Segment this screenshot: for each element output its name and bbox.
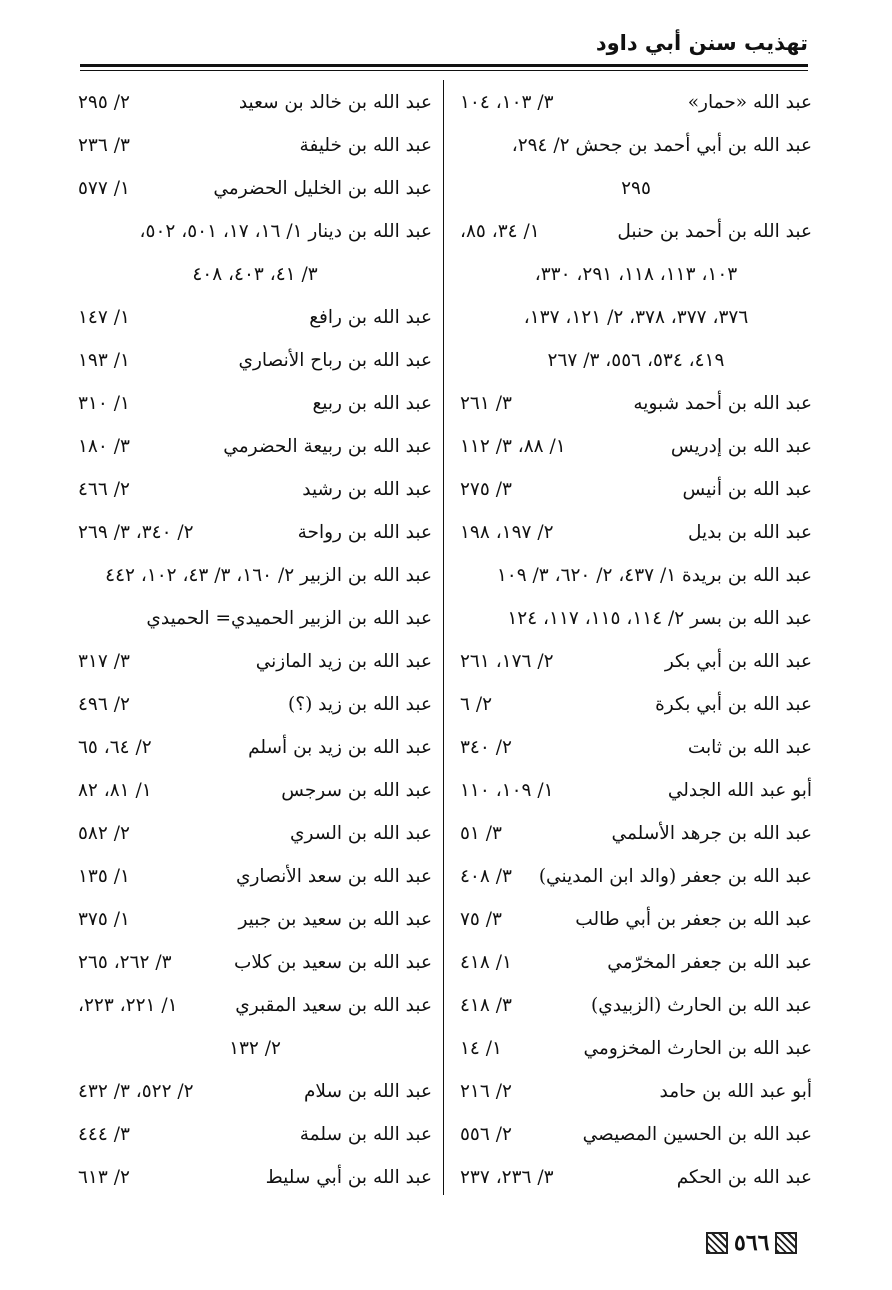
index-entry-continuation: [78, 1027, 432, 1070]
index-entry: [460, 210, 812, 253]
index-entry: [460, 683, 812, 726]
entry-page-reference: ٣/ ٢٧٥: [460, 479, 512, 500]
entry-page-reference: ١/ ١٣٥: [78, 866, 130, 887]
index-entry: [78, 984, 432, 1027]
index-entry: [78, 511, 432, 554]
index-entry: [460, 124, 812, 167]
entry-name: عبد الله بن الحارث (الزبيدي): [591, 995, 812, 1016]
entry-name: عبد الله بن السري: [290, 823, 432, 844]
index-entry: [460, 554, 812, 597]
entry-page-reference: ١/ ٨٨، ٣/ ١١٢: [460, 436, 566, 457]
entry-name: عبد الله بن ثابت: [687, 737, 812, 758]
index-entry: [460, 812, 812, 855]
index-entry: [78, 855, 432, 898]
index-entry-continuation: [460, 167, 812, 210]
entry-name: عبد الله بن سلمة: [299, 1124, 432, 1145]
entry-name: عبد الله بن زيد المازني: [255, 651, 432, 672]
entry-name: عبد الله بن سلام: [303, 1081, 432, 1102]
column-divider: [443, 80, 444, 1195]
index-entry: [460, 855, 812, 898]
entry-page-reference: ٢/ ٦: [460, 694, 492, 715]
entry-name: عبد الله بن سعيد بن كلاب: [234, 952, 432, 973]
entry-name: عبد الله بن الزبير الحميدي= الحميدي: [146, 608, 432, 629]
entry-name: عبد الله بن الخليل الحضرمي: [213, 178, 432, 199]
entry-page-reference: ٣/ ٥١: [460, 823, 502, 844]
index-entry-continuation: [460, 296, 812, 339]
page-footer: [706, 1228, 797, 1258]
index-entry: [78, 898, 432, 941]
entry-page-reference: ٢/ ١٩٧، ١٩٨: [460, 522, 554, 543]
entry-page-reference: ٣/ ٤١٨: [460, 995, 512, 1016]
entry-name: عبد الله بن زيد بن أسلم: [248, 737, 432, 758]
index-entry: [460, 81, 812, 124]
entry-name: عبد الله بن رواحة: [297, 522, 432, 543]
entry-name: عبد الله بن سرجس: [281, 780, 432, 801]
entry-name: عبد الله بن الحسين المصيصي: [582, 1124, 812, 1145]
entry-page-reference: ١/ ٤١٨: [460, 952, 512, 973]
entry-name: عبد الله بن أبي سليط: [265, 1167, 432, 1188]
index-entry: [78, 81, 432, 124]
index-entry: [78, 640, 432, 683]
index-entry: [78, 1070, 432, 1113]
entry-page-reference: ٣/ ٢٦١: [460, 393, 512, 414]
entry-page-reference: ١/ ١٤٧: [78, 307, 130, 328]
index-entry: [78, 339, 432, 382]
index-entry: [78, 812, 432, 855]
index-entry: [78, 769, 432, 812]
entry-name: عبد الله بن جعفر (والد ابن المديني): [538, 866, 812, 887]
entry-name: عبد الله بن أبي أحمد بن جحش ٢/ ٢٩٤،: [511, 135, 812, 156]
entry-page-reference: ٢/ ٥٥٦: [460, 1124, 512, 1145]
page-number: ٥٦٦: [734, 1230, 770, 1256]
entry-name: عبد الله بن زيد (؟): [288, 694, 432, 715]
entry-name: عبد الله بن بريدة ١/ ٤٣٧، ٢/ ٦٢٠، ٣/ ١٠٩: [496, 565, 812, 586]
entry-page-reference: ١/ ٣١٠: [78, 393, 130, 414]
entry-page-reference: ٢/ ٣٤٠: [460, 737, 512, 758]
entry-name: عبد الله بن الحارث المخزومي: [583, 1038, 812, 1059]
entry-name: عبد الله بن بسر ٢/ ١١٤، ١١٥، ١١٧، ١٢٤: [507, 608, 812, 629]
index-entry: [460, 941, 812, 984]
index-entry: [78, 941, 432, 984]
index-entry: [78, 1113, 432, 1156]
entry-name: عبد الله بن دينار ١/ ١٦، ١٧، ٥٠١، ٥٠٢،: [139, 221, 432, 242]
entry-name: أبو عبد الله الجدلي: [667, 780, 812, 801]
index-entry: [78, 382, 432, 425]
header-rule-thin: [80, 70, 808, 71]
index-entry: [78, 124, 432, 167]
entry-page-reference: ٣/ ٤٠٨: [460, 866, 512, 887]
entry-name: عبد الله بن أبي بكر: [664, 651, 812, 672]
entry-name: عبد الله بن جعفر بن أبي طالب: [575, 909, 812, 930]
entry-name: عبد الله بن رافع: [309, 307, 432, 328]
entry-page-reference: ٣/ ٢٦٢، ٢٦٥: [78, 952, 172, 973]
index-column-left: [78, 81, 432, 1199]
entry-page-reference: ١/ ٣٧٥: [78, 909, 130, 930]
index-entry: [460, 597, 812, 640]
index-entry: [460, 468, 812, 511]
entry-name: عبد الله بن ربيعة الحضرمي: [223, 436, 432, 457]
entry-page-reference: ٢/ ٥٨٢: [78, 823, 130, 844]
entry-page-reference: ١/ ١٠٩، ١١٠: [460, 780, 554, 801]
entry-page-reference: ٢/ ٥٢٢، ٣/ ٤٣٢: [78, 1081, 194, 1102]
ornament-icon: [706, 1232, 728, 1254]
index-entry: [78, 1156, 432, 1199]
entry-continuation-text: ١٠٣، ١١٣، ١١٨، ٢٩١، ٣٣٠،: [534, 264, 738, 285]
entry-name: عبد الله بن جرهد الأسلمي: [611, 823, 812, 844]
entry-page-reference: ٢/ ٦٤، ٦٥: [78, 737, 152, 758]
entry-page-reference: ٢/ ٢٩٥: [78, 92, 130, 113]
entry-name: عبد الله بن جعفر المخرّمي: [607, 952, 812, 973]
entry-name: عبد الله بن رباح الأنصاري: [238, 350, 432, 371]
entry-page-reference: ١/ ٨١، ٨٢: [78, 780, 152, 801]
entry-name: عبد الله بن سعيد المقبري: [235, 995, 432, 1016]
index-entry: [78, 683, 432, 726]
entry-name: عبد الله بن الحكم: [676, 1167, 812, 1188]
entry-name: عبد الله بن أحمد شبويه: [633, 393, 812, 414]
index-entry: [78, 554, 432, 597]
entry-name: عبد الله بن أنيس: [682, 479, 812, 500]
entry-name: أبو عبد الله بن حامد: [659, 1081, 812, 1102]
entry-page-reference: ٣/ ٢٣٦، ٢٣٧: [460, 1167, 554, 1188]
index-entry: [78, 468, 432, 511]
ornament-icon: [775, 1232, 797, 1254]
entry-name: عبد الله بن خالد بن سعيد: [238, 92, 432, 113]
index-entry: [460, 425, 812, 468]
entry-page-reference: ٣/ ١٨٠: [78, 436, 130, 457]
entry-name: عبد الله بن أبي بكرة: [655, 694, 812, 715]
entry-page-reference: ٢/ ٢١٦: [460, 1081, 512, 1102]
entry-continuation-text: ٢٩٥: [621, 178, 651, 199]
header-rule-thick: [80, 64, 808, 67]
entry-page-reference: ٣/ ٢٣٦: [78, 135, 130, 156]
index-entry-continuation: [460, 253, 812, 296]
index-entry-continuation: [460, 339, 812, 382]
index-entry: [460, 984, 812, 1027]
index-entry: [460, 382, 812, 425]
entry-page-reference: ٢/ ٣٤٠، ٣/ ٢٦٩: [78, 522, 194, 543]
entry-page-reference: ١/ ١٩٣: [78, 350, 130, 371]
entry-name: عبد الله بن بديل: [687, 522, 812, 543]
entry-name: عبد الله بن سعد الأنصاري: [236, 866, 432, 887]
index-entry: [460, 511, 812, 554]
entry-name: عبد الله بن سعيد بن جبير: [238, 909, 432, 930]
index-entry: [78, 597, 432, 640]
index-entry-continuation: [78, 253, 432, 296]
index-entry: [78, 210, 432, 253]
index-entry: [460, 1156, 812, 1199]
entry-page-reference: ١/ ٥٧٧: [78, 178, 130, 199]
entry-page-reference: ٣/ ٤٤٤: [78, 1124, 130, 1145]
index-entry: [460, 726, 812, 769]
entry-continuation-text: ٢/ ١٣٢: [229, 1038, 281, 1059]
entry-page-reference: ٢/ ٤٩٦: [78, 694, 130, 715]
entry-page-reference: ٢/ ١٧٦، ٢٦١: [460, 651, 554, 672]
index-entry: [460, 1113, 812, 1156]
entry-page-reference: ١/ ٢٢١، ٢٢٣،: [78, 995, 178, 1016]
running-header-title: تهذيب سنن أبي داود: [595, 31, 808, 55]
entry-name: عبد الله بن خليفة: [299, 135, 432, 156]
index-entry: [78, 167, 432, 210]
index-column-right: [460, 81, 812, 1199]
entry-name: عبد الله بن الزبير ٢/ ١٦٠، ٣/ ٤٣، ١٠٢، ٤٤٢: [105, 565, 432, 586]
entry-continuation-text: ٤١٩، ٥٣٤، ٥٥٦، ٣/ ٢٦٧: [547, 350, 725, 371]
entry-name: عبد الله بن ربيع: [312, 393, 432, 414]
index-entry: [460, 1027, 812, 1070]
entry-name: عبد الله بن أحمد بن حنبل: [617, 221, 812, 242]
index-entry: [78, 425, 432, 468]
entry-page-reference: ٣/ ٧٥: [460, 909, 502, 930]
entry-page-reference: ١/ ١٤: [460, 1038, 502, 1059]
index-entry: [78, 726, 432, 769]
entry-page-reference: ٢/ ٦١٣: [78, 1167, 130, 1188]
entry-name: عبد الله بن رشيد: [302, 479, 432, 500]
entry-continuation-text: ٣٧٦، ٣٧٧، ٣٧٨، ٢/ ١٢١، ١٣٧،: [523, 307, 749, 328]
index-entry: [460, 1070, 812, 1113]
entry-page-reference: ٣/ ١٠٣، ١٠٤: [460, 92, 554, 113]
index-entry: [460, 898, 812, 941]
index-entry: [460, 769, 812, 812]
entry-page-reference: ١/ ٣٤، ٨٥،: [460, 221, 540, 242]
entry-page-reference: ٣/ ٣١٧: [78, 651, 130, 672]
index-entry: [78, 296, 432, 339]
index-entry: [460, 640, 812, 683]
entry-page-reference: ٢/ ٤٦٦: [78, 479, 130, 500]
entry-name: عبد الله بن إدريس: [670, 436, 812, 457]
entry-name: عبد الله «حمار»: [687, 92, 812, 113]
entry-continuation-text: ٣/ ٤١، ٤٠٣، ٤٠٨: [192, 264, 318, 285]
